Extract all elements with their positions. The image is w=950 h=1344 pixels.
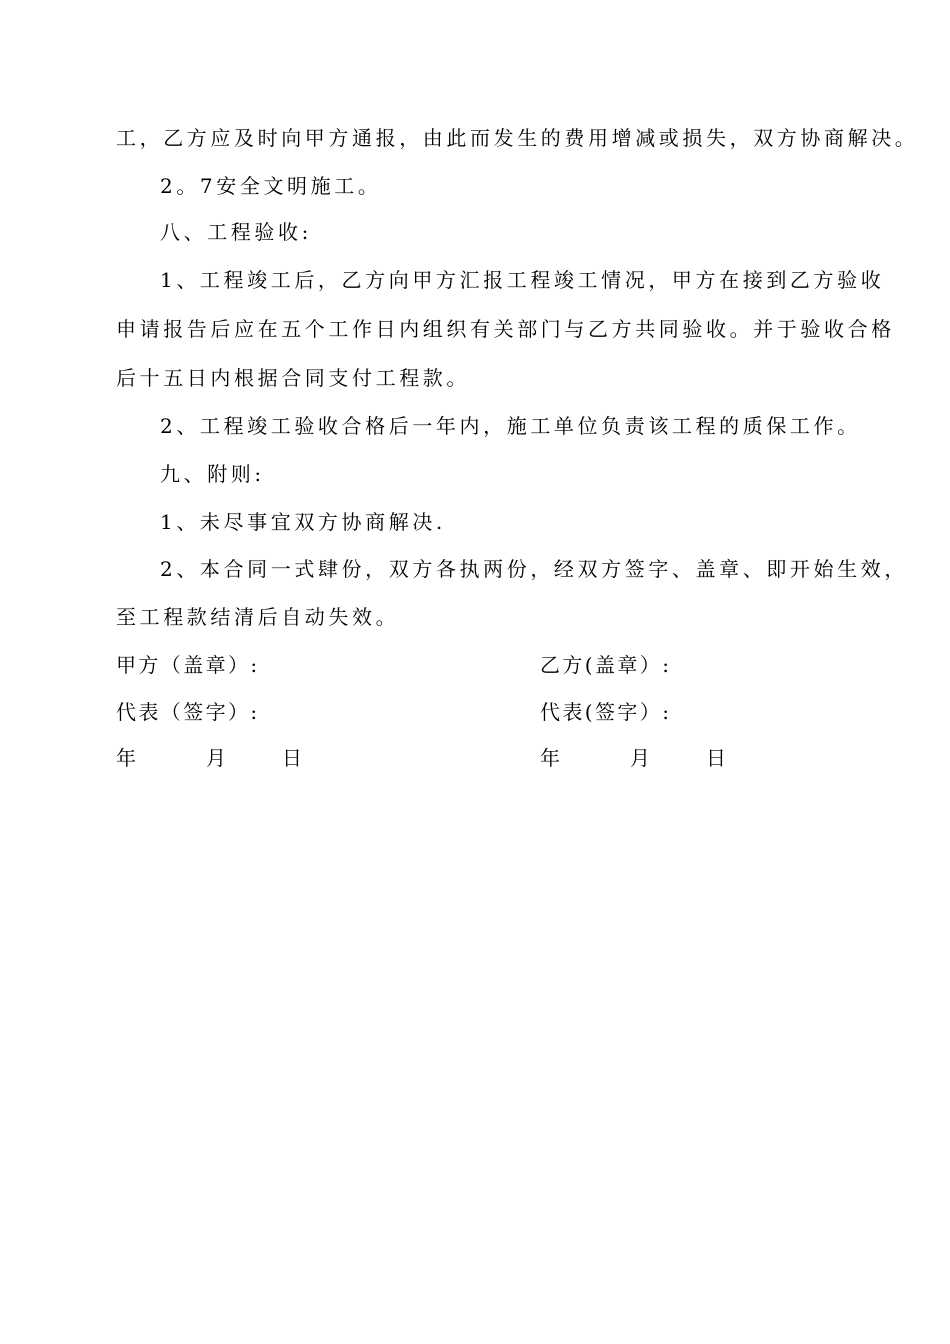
clause-8-1-line-2: 申请报告后应在五个工作日内组织有关部门与乙方共同验收。并于验收合格 <box>116 317 895 341</box>
clause-8-2: 2、工程竣工验收合格后一年内，施工单位负责该工程的质保工作。 <box>160 414 861 438</box>
section-heading-appendix: 九、附则: <box>160 462 265 486</box>
party-a-date-year: 年 <box>116 746 136 770</box>
party-b-seal-label: 乙方(盖章）: <box>540 653 672 677</box>
clause-2-7: 2。7安全文明施工。 <box>160 174 382 198</box>
clause-9-2-line-2: 至工程款结清后自动失效。 <box>116 605 400 629</box>
party-a-representative-label: 代表（签字）: <box>116 700 260 724</box>
clause-8-1-line-1: 1、工程竣工后，乙方向甲方汇报工程竣工情况，甲方在接到乙方验收 <box>160 268 885 292</box>
party-a-date-day: 日 <box>282 746 302 770</box>
clause-9-2-line-1: 2、本合同一式肆份，双方各执两份，经双方签字、盖章、即开始生效， <box>160 557 908 581</box>
party-a-seal-label: 甲方（盖章）: <box>116 653 260 677</box>
party-a-date-month: 月 <box>206 746 226 770</box>
paragraph-continuation: 工，乙方应及时向甲方通报，由此而发生的费用增减或损失，双方协商解决。 <box>116 126 919 150</box>
party-b-date-month: 月 <box>630 746 650 770</box>
party-b-date-year: 年 <box>540 746 560 770</box>
clause-8-1-line-3: 后十五日内根据合同支付工程款。 <box>116 366 470 390</box>
clause-9-1: 1、未尽事宜双方协商解决. <box>160 510 446 534</box>
section-heading-acceptance: 八、工程验收: <box>160 220 312 244</box>
party-b-representative-label: 代表(签字）: <box>540 700 672 724</box>
party-b-date-day: 日 <box>706 746 726 770</box>
